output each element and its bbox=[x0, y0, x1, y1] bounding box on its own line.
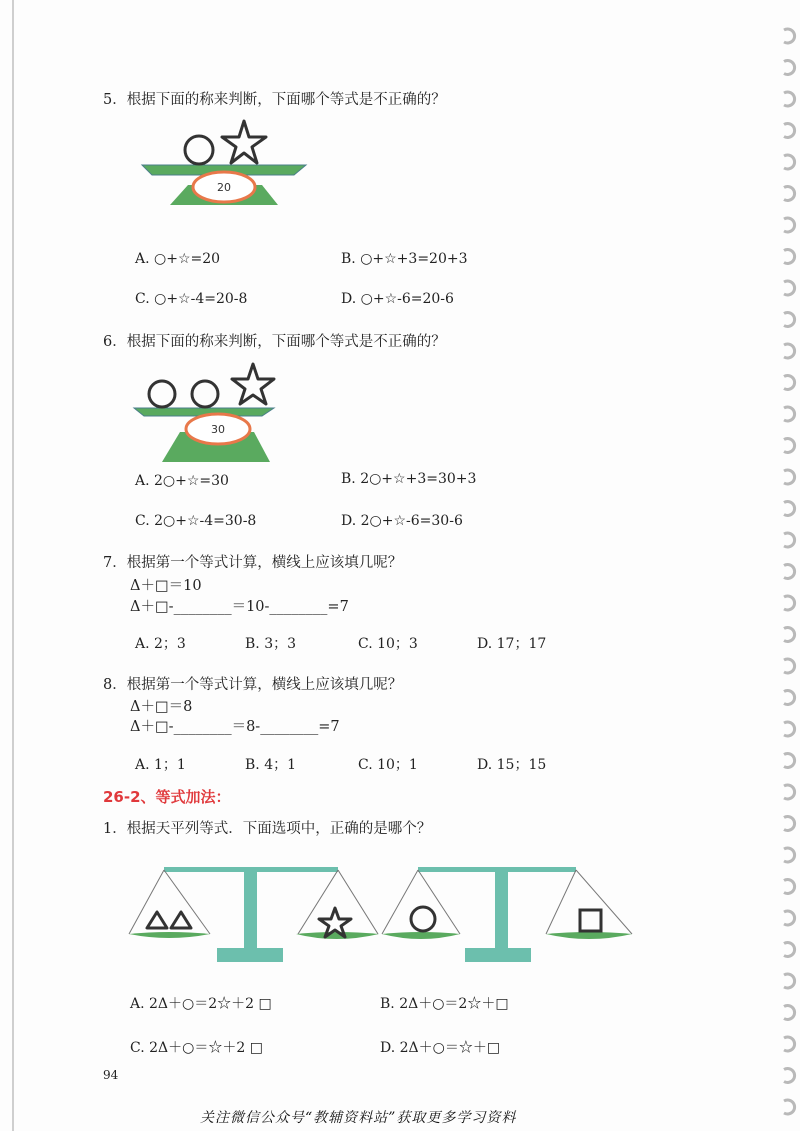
q7-option-b[interactable]: B. 3；3 bbox=[245, 636, 297, 652]
binding-ring bbox=[784, 187, 795, 201]
spiral-binding bbox=[764, 0, 800, 1131]
binding-ring bbox=[784, 974, 795, 988]
binding-ring bbox=[784, 1100, 795, 1114]
q5-option-c[interactable]: C. ○+☆-4=20-8 bbox=[135, 291, 248, 307]
q8-stem: 8．根据第一个等式计算，横线上应该填几呢？ bbox=[103, 677, 403, 693]
q6-option-b[interactable]: B. 2○+☆+3=30+3 bbox=[341, 471, 477, 487]
binding-ring bbox=[784, 281, 795, 295]
page-number: 94 bbox=[103, 1068, 119, 1082]
binding-ring bbox=[784, 124, 795, 138]
star-icon bbox=[222, 121, 266, 163]
circle-icon bbox=[185, 136, 213, 164]
triangle-icon bbox=[147, 912, 167, 928]
binding-ring bbox=[784, 754, 795, 768]
binding-ring bbox=[784, 691, 795, 705]
binding-ring bbox=[784, 250, 795, 264]
binding-ring bbox=[784, 533, 795, 547]
scale-value: 20 bbox=[217, 181, 231, 194]
binding-ring bbox=[784, 596, 795, 610]
q5-option-a[interactable]: A. ○+☆=20 bbox=[135, 251, 221, 267]
q8-option-a[interactable]: A. 1；1 bbox=[135, 757, 186, 773]
binding-ring bbox=[784, 29, 795, 43]
q8-equation-2: Δ＋□-________＝8-________=7 bbox=[130, 719, 340, 735]
q7-stem: 7．根据第一个等式计算，横线上应该填几呢？ bbox=[103, 555, 403, 571]
binding-ring bbox=[784, 848, 795, 862]
q8-equation-1: Δ＋□＝8 bbox=[130, 699, 193, 715]
binding-ring bbox=[784, 942, 795, 956]
binding-ring bbox=[784, 722, 795, 736]
s2q1-stem: 1．根据天平列等式．下面选项中，正确的是哪个？ bbox=[103, 821, 432, 837]
q6-stem: 6．根据下面的称来判断，下面哪个等式是不正确的？ bbox=[103, 334, 446, 350]
s2q1-option-c[interactable]: C. 2Δ＋○＝☆＋2 □ bbox=[130, 1040, 263, 1056]
q7-option-a[interactable]: A. 2；3 bbox=[135, 636, 186, 652]
binding-ring bbox=[784, 659, 795, 673]
binding-ring bbox=[784, 1037, 795, 1051]
square-icon bbox=[580, 910, 601, 931]
binding-ring bbox=[784, 1069, 795, 1083]
circle-icon bbox=[411, 907, 435, 931]
q6-option-c[interactable]: C. 2○+☆-4=30-8 bbox=[135, 513, 257, 529]
binding-ring bbox=[784, 92, 795, 106]
section-title: 26-2、等式加法： bbox=[103, 788, 231, 806]
binding-ring bbox=[784, 439, 795, 453]
s2q1-option-d[interactable]: D. 2Δ＋○＝☆＋□ bbox=[380, 1040, 501, 1056]
q7-equation-2: Δ＋□-________＝10-________=7 bbox=[130, 599, 349, 615]
q6-option-d[interactable]: D. 2○+☆-6=30-6 bbox=[341, 513, 463, 529]
q8-option-c[interactable]: C. 10；1 bbox=[358, 757, 418, 773]
balance-left bbox=[129, 867, 379, 962]
q5-option-d[interactable]: D. ○+☆-6=20-6 bbox=[341, 291, 454, 307]
balance-right bbox=[382, 867, 632, 962]
q6-scale-figure bbox=[132, 358, 277, 466]
s2q1-option-a[interactable]: A. 2Δ＋○＝2☆＋2 □ bbox=[130, 996, 272, 1012]
page-edge bbox=[12, 0, 14, 1131]
binding-ring bbox=[784, 218, 795, 232]
q8-option-d[interactable]: D. 15；15 bbox=[477, 757, 547, 773]
q6-option-a[interactable]: A. 2○+☆=30 bbox=[135, 473, 229, 489]
q7-equation-1: Δ＋□＝10 bbox=[130, 578, 202, 594]
binding-ring bbox=[784, 1006, 795, 1020]
s2q1-option-b[interactable]: B. 2Δ＋○＝2☆＋□ bbox=[380, 996, 509, 1012]
binding-ring bbox=[784, 376, 795, 390]
q7-option-c[interactable]: C. 10；3 bbox=[358, 636, 418, 652]
binding-ring bbox=[784, 470, 795, 484]
q7-option-d[interactable]: D. 17；17 bbox=[477, 636, 547, 652]
binding-ring bbox=[784, 817, 795, 831]
q8-option-b[interactable]: B. 4；1 bbox=[245, 757, 297, 773]
binding-ring bbox=[784, 155, 795, 169]
binding-ring bbox=[784, 502, 795, 516]
scale-value: 30 bbox=[211, 423, 225, 436]
binding-ring bbox=[784, 880, 795, 894]
binding-ring bbox=[784, 628, 795, 642]
balance-scales-figure bbox=[124, 852, 644, 972]
binding-ring bbox=[784, 407, 795, 421]
triangle-icon bbox=[171, 912, 191, 928]
q5-stem: 5．根据下面的称来判断，下面哪个等式是不正确的？ bbox=[103, 92, 446, 108]
binding-ring bbox=[784, 565, 795, 579]
binding-ring bbox=[784, 313, 795, 327]
q5-scale-figure bbox=[140, 115, 310, 225]
binding-ring bbox=[784, 911, 795, 925]
binding-ring bbox=[784, 61, 795, 75]
circle-icon bbox=[149, 381, 175, 407]
circle-icon bbox=[192, 381, 218, 407]
star-icon bbox=[232, 364, 274, 404]
footer-note: 关注微信公众号“教辅资料站”获取更多学习资料 bbox=[200, 1110, 517, 1126]
binding-ring bbox=[784, 344, 795, 358]
q5-option-b[interactable]: B. ○+☆+3=20+3 bbox=[341, 251, 468, 267]
binding-ring bbox=[784, 785, 795, 799]
